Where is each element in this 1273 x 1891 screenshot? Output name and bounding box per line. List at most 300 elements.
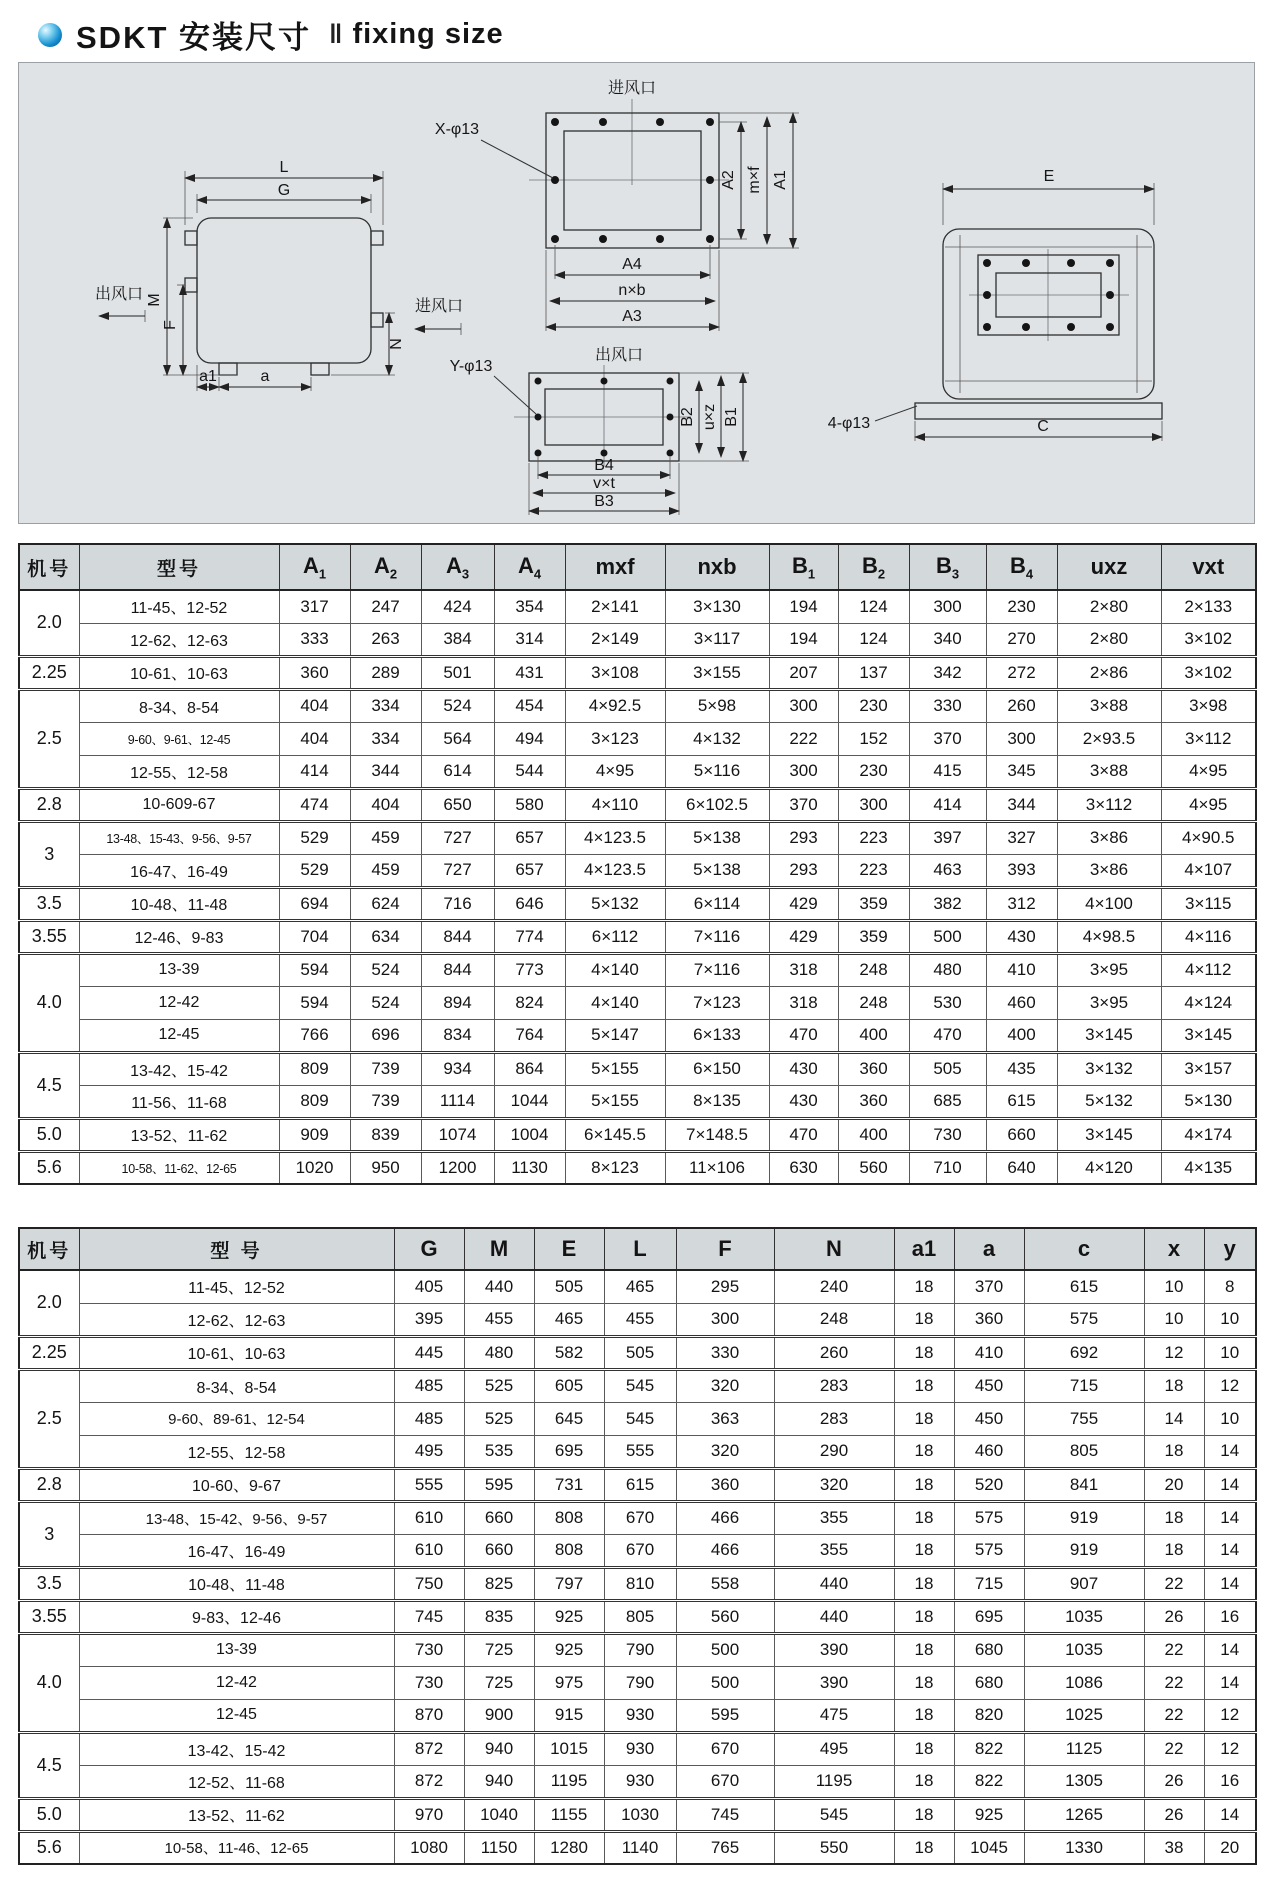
- value-cell: 3×102: [1161, 656, 1256, 689]
- value-cell: 400: [986, 1019, 1057, 1052]
- value-cell: 3×88: [1057, 755, 1161, 788]
- value-cell: 730: [394, 1633, 464, 1666]
- value-cell: 525: [464, 1369, 534, 1402]
- value-cell: 825: [464, 1567, 534, 1600]
- value-cell: 6×145.5: [565, 1118, 665, 1151]
- table-row: [19, 1336, 1256, 1369]
- title-separator: ‖: [329, 19, 343, 49]
- value-cell: 18: [1144, 1369, 1204, 1402]
- value-cell: 317: [279, 590, 350, 623]
- value-cell: 925: [534, 1633, 604, 1666]
- value-cell: 6×150: [665, 1052, 769, 1085]
- dim-label-a1: a1: [199, 368, 217, 385]
- value-cell: 909: [279, 1118, 350, 1151]
- value-cell: 934: [421, 1052, 494, 1085]
- value-cell: 400: [838, 1118, 909, 1151]
- value-cell: 382: [909, 887, 986, 920]
- column-header: $A_3$: [421, 544, 494, 590]
- value-cell: 2×93.5: [1057, 722, 1161, 755]
- size-cell: 3: [19, 1501, 79, 1567]
- value-cell: 300: [769, 755, 838, 788]
- size-cell: 3.55: [19, 1600, 79, 1633]
- value-cell: 1080: [394, 1831, 464, 1864]
- column-header: G: [394, 1228, 464, 1270]
- value-cell: 400: [838, 1019, 909, 1052]
- value-cell: 270: [986, 623, 1057, 656]
- value-cell: 344: [350, 755, 421, 788]
- value-cell: 2×149: [565, 623, 665, 656]
- value-cell: 822: [954, 1765, 1024, 1798]
- value-cell: 424: [421, 590, 494, 623]
- value-cell: 3×98: [1161, 689, 1256, 722]
- value-cell: 12: [1144, 1336, 1204, 1369]
- dim-label-A2: A2: [720, 170, 737, 190]
- value-cell: 480: [464, 1336, 534, 1369]
- value-cell: 20: [1204, 1831, 1256, 1864]
- value-cell: 20: [1144, 1468, 1204, 1501]
- table-row: [19, 887, 1256, 920]
- value-cell: 2×141: [565, 590, 665, 623]
- value-cell: 459: [350, 854, 421, 887]
- value-cell: 14: [1204, 1468, 1256, 1501]
- column-header: y: [1204, 1228, 1256, 1270]
- model-cell: 13-39: [79, 1633, 394, 1666]
- value-cell: 790: [604, 1666, 676, 1699]
- value-cell: 430: [769, 1052, 838, 1085]
- dim-label-B4: B4: [594, 457, 614, 474]
- value-cell: 970: [394, 1798, 464, 1831]
- value-cell: 390: [774, 1666, 894, 1699]
- value-cell: 360: [954, 1303, 1024, 1336]
- dim-label-N: N: [388, 338, 405, 350]
- value-cell: 22: [1144, 1666, 1204, 1699]
- value-cell: 460: [986, 986, 1057, 1019]
- value-cell: 727: [421, 854, 494, 887]
- value-cell: 18: [894, 1435, 954, 1468]
- column-header: M: [464, 1228, 534, 1270]
- inlet-flange-drawing: [435, 79, 799, 331]
- value-cell: 494: [494, 722, 565, 755]
- value-cell: 670: [676, 1765, 774, 1798]
- value-cell: 805: [1024, 1435, 1144, 1468]
- size-cell: 2.25: [19, 656, 79, 689]
- value-cell: 152: [838, 722, 909, 755]
- value-cell: 582: [534, 1336, 604, 1369]
- value-cell: 8: [1204, 1270, 1256, 1303]
- size-cell: 2.0: [19, 590, 79, 656]
- value-cell: 454: [494, 689, 565, 722]
- column-header: a: [954, 1228, 1024, 1270]
- value-cell: 3×123: [565, 722, 665, 755]
- model-cell: 12-42: [79, 986, 279, 1019]
- value-cell: 657: [494, 821, 565, 854]
- value-cell: 614: [421, 755, 494, 788]
- size-cell: 2.8: [19, 788, 79, 821]
- value-cell: 223: [838, 854, 909, 887]
- value-cell: 915: [534, 1699, 604, 1732]
- table-row: [19, 788, 1256, 821]
- model-cell: 8-34、8-54: [79, 689, 279, 722]
- value-cell: 1305: [1024, 1765, 1144, 1798]
- value-cell: 545: [774, 1798, 894, 1831]
- table-row: [19, 1435, 1256, 1468]
- value-cell: 14: [1204, 1501, 1256, 1534]
- value-cell: 295: [676, 1270, 774, 1303]
- table-row: [19, 1270, 1256, 1303]
- column-header: $A_1$: [279, 544, 350, 590]
- value-cell: 450: [954, 1369, 1024, 1402]
- value-cell: 6×133: [665, 1019, 769, 1052]
- value-cell: 731: [534, 1468, 604, 1501]
- value-cell: 440: [774, 1567, 894, 1600]
- table-row: [19, 953, 1256, 986]
- front-view-drawing: [828, 168, 1162, 441]
- value-cell: 950: [350, 1151, 421, 1184]
- value-cell: 272: [986, 656, 1057, 689]
- model-cell: 12-55、12-58: [79, 1435, 394, 1468]
- value-cell: 395: [394, 1303, 464, 1336]
- value-cell: 370: [909, 722, 986, 755]
- value-cell: 38: [1144, 1831, 1204, 1864]
- value-cell: 810: [604, 1567, 676, 1600]
- value-cell: 900: [464, 1699, 534, 1732]
- table-row: [19, 1501, 1256, 1534]
- value-cell: 18: [894, 1699, 954, 1732]
- value-cell: 14: [1204, 1534, 1256, 1567]
- model-cell: 16-47、16-49: [79, 854, 279, 887]
- dim-label-mxf: m×f: [746, 166, 763, 194]
- value-cell: 919: [1024, 1534, 1144, 1567]
- value-cell: 6×102.5: [665, 788, 769, 821]
- value-cell: 10: [1204, 1303, 1256, 1336]
- column-header: nxb: [665, 544, 769, 590]
- page-title-en: fixing size: [352, 18, 504, 50]
- value-cell: 320: [774, 1468, 894, 1501]
- value-cell: 26: [1144, 1765, 1204, 1798]
- value-cell: 841: [1024, 1468, 1144, 1501]
- value-cell: 359: [838, 887, 909, 920]
- value-cell: 293: [769, 854, 838, 887]
- table-row: [19, 1369, 1256, 1402]
- dim-label-B2: B2: [679, 407, 696, 427]
- value-cell: 3×145: [1057, 1019, 1161, 1052]
- value-cell: 615: [604, 1468, 676, 1501]
- value-cell: 340: [909, 623, 986, 656]
- value-cell: 1265: [1024, 1798, 1144, 1831]
- value-cell: 750: [394, 1567, 464, 1600]
- value-cell: 1125: [1024, 1732, 1144, 1765]
- value-cell: 685: [909, 1085, 986, 1118]
- value-cell: 1015: [534, 1732, 604, 1765]
- table-row: [19, 1019, 1256, 1052]
- value-cell: 1086: [1024, 1666, 1144, 1699]
- value-cell: 429: [769, 920, 838, 953]
- value-cell: 1130: [494, 1151, 565, 1184]
- value-cell: 907: [1024, 1567, 1144, 1600]
- model-cell: 10-58、11-46、12-65: [79, 1831, 394, 1864]
- value-cell: 645: [534, 1402, 604, 1435]
- value-cell: 505: [909, 1052, 986, 1085]
- model-cell: 10-61、10-63: [79, 656, 279, 689]
- value-cell: 14: [1204, 1435, 1256, 1468]
- value-cell: 930: [604, 1765, 676, 1798]
- dimension-diagram-panel: [18, 62, 1255, 524]
- value-cell: 495: [774, 1732, 894, 1765]
- value-cell: 4×110: [565, 788, 665, 821]
- value-cell: 505: [604, 1336, 676, 1369]
- value-cell: 670: [604, 1534, 676, 1567]
- value-cell: 18: [894, 1270, 954, 1303]
- value-cell: 1195: [774, 1765, 894, 1798]
- value-cell: 22: [1144, 1633, 1204, 1666]
- value-cell: 940: [464, 1765, 534, 1798]
- value-cell: 765: [676, 1831, 774, 1864]
- value-cell: 4×123.5: [565, 854, 665, 887]
- value-cell: 766: [279, 1019, 350, 1052]
- value-cell: 660: [986, 1118, 1057, 1151]
- dim-label-C: C: [1037, 418, 1049, 435]
- value-cell: 431: [494, 656, 565, 689]
- column-header: 型号: [79, 544, 279, 590]
- value-cell: 14: [1204, 1567, 1256, 1600]
- value-cell: 1155: [534, 1798, 604, 1831]
- column-header: mxf: [565, 544, 665, 590]
- value-cell: 354: [494, 590, 565, 623]
- model-cell: 10-60、9-67: [79, 1468, 394, 1501]
- value-cell: 710: [909, 1151, 986, 1184]
- value-cell: 18: [894, 1501, 954, 1534]
- value-cell: 18: [894, 1303, 954, 1336]
- value-cell: 550: [774, 1831, 894, 1864]
- column-header: $B_1$: [769, 544, 838, 590]
- value-cell: 615: [986, 1085, 1057, 1118]
- value-cell: 7×116: [665, 953, 769, 986]
- value-cell: 1025: [1024, 1699, 1144, 1732]
- value-cell: 716: [421, 887, 494, 920]
- value-cell: 18: [1144, 1501, 1204, 1534]
- value-cell: 470: [769, 1118, 838, 1151]
- value-cell: 470: [909, 1019, 986, 1052]
- value-cell: 680: [954, 1633, 1024, 1666]
- value-cell: 3×145: [1161, 1019, 1256, 1052]
- value-cell: 10: [1144, 1303, 1204, 1336]
- column-header: $B_3$: [909, 544, 986, 590]
- value-cell: 260: [986, 689, 1057, 722]
- value-cell: 1044: [494, 1085, 565, 1118]
- value-cell: 820: [954, 1699, 1024, 1732]
- dim-label-a: a: [260, 368, 270, 385]
- value-cell: 370: [954, 1270, 1024, 1303]
- value-cell: 10: [1204, 1402, 1256, 1435]
- value-cell: 18: [894, 1798, 954, 1831]
- dim-label-B3: B3: [594, 493, 614, 510]
- dim-label-vxt: v×t: [593, 475, 615, 492]
- value-cell: 670: [676, 1732, 774, 1765]
- value-cell: 3×117: [665, 623, 769, 656]
- value-cell: 10: [1144, 1270, 1204, 1303]
- value-cell: 360: [838, 1085, 909, 1118]
- fixing-size-table-overall: [18, 1227, 1257, 1865]
- table-row: [19, 1633, 1256, 1666]
- value-cell: 300: [769, 689, 838, 722]
- value-cell: 474: [279, 788, 350, 821]
- table-row: [19, 1600, 1256, 1633]
- value-cell: 3×95: [1057, 986, 1161, 1019]
- value-cell: 692: [1024, 1336, 1144, 1369]
- value-cell: 634: [350, 920, 421, 953]
- value-cell: 809: [279, 1052, 350, 1085]
- value-cell: 459: [350, 821, 421, 854]
- value-cell: 3×86: [1057, 821, 1161, 854]
- value-cell: 1074: [421, 1118, 494, 1151]
- value-cell: 3×155: [665, 656, 769, 689]
- value-cell: 615: [1024, 1270, 1144, 1303]
- value-cell: 730: [909, 1118, 986, 1151]
- value-cell: 137: [838, 656, 909, 689]
- model-cell: 10-58、11-62、12-65: [79, 1151, 279, 1184]
- value-cell: 247: [350, 590, 421, 623]
- value-cell: 283: [774, 1369, 894, 1402]
- value-cell: 925: [534, 1600, 604, 1633]
- value-cell: 12: [1204, 1369, 1256, 1402]
- value-cell: 4×140: [565, 986, 665, 1019]
- value-cell: 4×120: [1057, 1151, 1161, 1184]
- value-cell: 940: [464, 1732, 534, 1765]
- value-cell: 18: [894, 1831, 954, 1864]
- dimension-diagram: [19, 63, 1254, 523]
- value-cell: 919: [1024, 1501, 1144, 1534]
- value-cell: 466: [676, 1501, 774, 1534]
- value-cell: 3×86: [1057, 854, 1161, 887]
- value-cell: 3×115: [1161, 887, 1256, 920]
- value-cell: 630: [769, 1151, 838, 1184]
- value-cell: 646: [494, 887, 565, 920]
- value-cell: 248: [838, 986, 909, 1019]
- value-cell: 2×80: [1057, 590, 1161, 623]
- value-cell: 3×112: [1057, 788, 1161, 821]
- value-cell: 1330: [1024, 1831, 1144, 1864]
- value-cell: 312: [986, 887, 1057, 920]
- model-cell: 10-609-67: [79, 788, 279, 821]
- value-cell: 485: [394, 1369, 464, 1402]
- value-cell: 342: [909, 656, 986, 689]
- value-cell: 11×106: [665, 1151, 769, 1184]
- value-cell: 1140: [604, 1831, 676, 1864]
- value-cell: 4×92.5: [565, 689, 665, 722]
- size-cell: 2.5: [19, 1369, 79, 1468]
- value-cell: 410: [986, 953, 1057, 986]
- value-cell: 18: [1144, 1435, 1204, 1468]
- value-cell: 18: [894, 1534, 954, 1567]
- value-cell: 520: [954, 1468, 1024, 1501]
- table-row: [19, 623, 1256, 656]
- size-cell: 5.6: [19, 1151, 79, 1184]
- value-cell: 3×95: [1057, 953, 1161, 986]
- value-cell: 7×148.5: [665, 1118, 769, 1151]
- value-cell: 290: [774, 1435, 894, 1468]
- value-cell: 1035: [1024, 1633, 1144, 1666]
- value-cell: 4×107: [1161, 854, 1256, 887]
- model-cell: 9-83、12-46: [79, 1600, 394, 1633]
- size-cell: 2.0: [19, 1270, 79, 1336]
- value-cell: 370: [769, 788, 838, 821]
- value-cell: 355: [774, 1501, 894, 1534]
- model-cell: 13-39: [79, 953, 279, 986]
- model-cell: 12-45: [79, 1019, 279, 1052]
- value-cell: 240: [774, 1270, 894, 1303]
- model-cell: 9-60、89-61、12-54: [79, 1402, 394, 1435]
- value-cell: 7×116: [665, 920, 769, 953]
- value-cell: 580: [494, 788, 565, 821]
- table-row: [19, 590, 1256, 623]
- value-cell: 455: [464, 1303, 534, 1336]
- value-cell: 694: [279, 887, 350, 920]
- page-title-zh: SDKT 安装尺寸: [76, 20, 311, 55]
- value-cell: 485: [394, 1402, 464, 1435]
- value-cell: 445: [394, 1336, 464, 1369]
- dim-label-L: L: [279, 159, 289, 176]
- value-cell: 1045: [954, 1831, 1024, 1864]
- column-header: a1: [894, 1228, 954, 1270]
- value-cell: 5×132: [565, 887, 665, 920]
- table-row: [19, 1732, 1256, 1765]
- value-cell: 5×98: [665, 689, 769, 722]
- size-cell: 3.55: [19, 920, 79, 953]
- value-cell: 930: [604, 1699, 676, 1732]
- model-cell: 13-48、15-43、9-56、9-57: [79, 821, 279, 854]
- value-cell: 3×145: [1057, 1118, 1161, 1151]
- value-cell: 4×112: [1161, 953, 1256, 986]
- value-cell: 410: [954, 1336, 1024, 1369]
- dim-label-G: G: [277, 182, 291, 199]
- column-header: 型 号: [79, 1228, 394, 1270]
- value-cell: 360: [279, 656, 350, 689]
- size-cell: 4.0: [19, 953, 79, 1052]
- value-cell: 558: [676, 1567, 774, 1600]
- value-cell: 26: [1144, 1600, 1204, 1633]
- value-cell: 435: [986, 1052, 1057, 1085]
- value-cell: 248: [774, 1303, 894, 1336]
- value-cell: 1040: [464, 1798, 534, 1831]
- value-cell: 14: [1204, 1633, 1256, 1666]
- value-cell: 1020: [279, 1151, 350, 1184]
- value-cell: 790: [604, 1633, 676, 1666]
- model-cell: 13-48、15-42、9-56、9-57: [79, 1501, 394, 1534]
- value-cell: 7×123: [665, 986, 769, 1019]
- value-cell: 194: [769, 590, 838, 623]
- value-cell: 545: [604, 1402, 676, 1435]
- value-cell: 465: [534, 1303, 604, 1336]
- value-cell: 564: [421, 722, 494, 755]
- value-cell: 466: [676, 1534, 774, 1567]
- value-cell: 14: [1144, 1402, 1204, 1435]
- value-cell: 822: [954, 1732, 1024, 1765]
- value-cell: 745: [676, 1798, 774, 1831]
- dim-label-uxz: u×z: [701, 403, 718, 431]
- value-cell: 404: [350, 788, 421, 821]
- value-cell: 2×80: [1057, 623, 1161, 656]
- value-cell: 5×132: [1057, 1085, 1161, 1118]
- model-cell: 12-62、12-63: [79, 1303, 394, 1336]
- value-cell: 414: [909, 788, 986, 821]
- table-row: [19, 1118, 1256, 1151]
- value-cell: 5×138: [665, 854, 769, 887]
- dim-label-A4: A4: [622, 256, 642, 273]
- value-cell: 463: [909, 854, 986, 887]
- fixing-size-table-flange: [18, 543, 1257, 1185]
- outlet-label: 出风口: [94, 286, 144, 303]
- value-cell: 22: [1144, 1567, 1204, 1600]
